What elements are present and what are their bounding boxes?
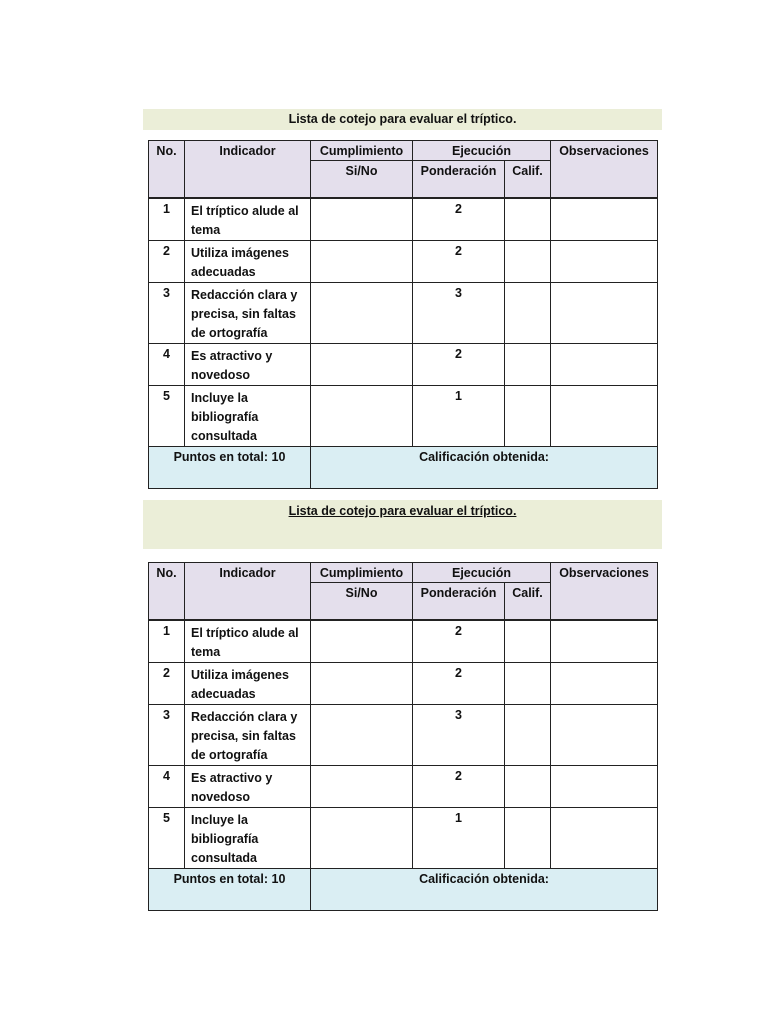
row-ponderacion: 2 [413,343,505,385]
table-row [149,662,658,704]
observaciones-cell[interactable] [551,620,658,663]
sino-cell[interactable] [311,282,413,343]
table-row [149,198,658,241]
calif-cell[interactable] [505,198,551,241]
observaciones-cell[interactable] [551,765,658,807]
header-calif: Calif. [505,583,551,620]
row-number: 4 [149,343,185,385]
row-number: 5 [149,807,185,868]
header-row [149,563,658,583]
header-ejecucion: Ejecución [413,563,551,583]
table-row [149,240,658,282]
observaciones-cell[interactable] [551,343,658,385]
calif-cell[interactable] [505,240,551,282]
row-indicador: Utiliza imágenes adecuadas [185,662,311,704]
row-indicador: Redacción clara y precisa, sin faltas de ortografía [185,282,311,343]
calif-cell[interactable] [505,662,551,704]
row-indicador: Incluye la bibliografía consultada [185,807,311,868]
row-ponderacion: 3 [413,282,505,343]
sino-cell[interactable] [311,704,413,765]
row-number: 3 [149,282,185,343]
sino-cell[interactable] [311,765,413,807]
row-ponderacion: 1 [413,385,505,446]
calif-cell[interactable] [505,807,551,868]
header-row [149,141,658,161]
grade-obtained[interactable]: Calificación obtenida: [311,868,658,910]
sino-cell[interactable] [311,662,413,704]
calif-cell[interactable] [505,385,551,446]
sino-cell[interactable] [311,620,413,663]
total-points: Puntos en total: 10 [149,868,311,910]
row-number: 5 [149,385,185,446]
sino-cell[interactable] [311,385,413,446]
header-cumplimiento: Cumplimiento [311,563,413,583]
sino-cell[interactable] [311,240,413,282]
header-ponderacion: Ponderación [413,161,505,198]
checklist-title [143,500,662,549]
header-indicador: Indicador [185,141,311,198]
row-ponderacion: 2 [413,198,505,241]
row-ponderacion: 2 [413,240,505,282]
row-number: 2 [149,662,185,704]
total-points: Puntos en total: 10 [149,446,311,488]
observaciones-cell[interactable] [551,240,658,282]
header-cumplimiento: Cumplimiento [311,141,413,161]
table-row [149,282,658,343]
sino-cell[interactable] [311,198,413,241]
calif-cell[interactable] [505,620,551,663]
header-indicador: Indicador [185,563,311,620]
header-no: No. [149,141,185,198]
header-ejecucion: Ejecución [413,141,551,161]
row-number: 4 [149,765,185,807]
observaciones-cell[interactable] [551,282,658,343]
row-indicador: El tríptico alude al tema [185,620,311,663]
checklist-table [148,562,658,911]
row-ponderacion: 1 [413,807,505,868]
table-row [149,343,658,385]
calif-cell[interactable] [505,704,551,765]
observaciones-cell[interactable] [551,198,658,241]
table-row [149,704,658,765]
checklist-title-text: Lista de cotejo para evaluar el tríptico. [288,504,517,518]
header-calif: Calif. [505,161,551,198]
header-sino: Si/No [311,161,413,198]
row-number: 3 [149,704,185,765]
grade-obtained[interactable]: Calificación obtenida: [311,446,658,488]
row-ponderacion: 2 [413,662,505,704]
row-indicador: Es atractivo y novedoso [185,343,311,385]
observaciones-cell[interactable] [551,662,658,704]
observaciones-cell[interactable] [551,704,658,765]
row-indicador: El tríptico alude al tema [185,198,311,241]
row-number: 2 [149,240,185,282]
sino-cell[interactable] [311,343,413,385]
calif-cell[interactable] [505,282,551,343]
row-indicador: Utiliza imágenes adecuadas [185,240,311,282]
table-row [149,385,658,446]
row-indicador: Redacción clara y precisa, sin faltas de ortografía [185,704,311,765]
calif-cell[interactable] [505,343,551,385]
sino-cell[interactable] [311,807,413,868]
calif-cell[interactable] [505,765,551,807]
header-no: No. [149,563,185,620]
header-sino: Si/No [311,583,413,620]
table-row [149,765,658,807]
row-indicador: Es atractivo y novedoso [185,765,311,807]
total-row [149,446,658,488]
row-ponderacion: 2 [413,620,505,663]
table-row [149,620,658,663]
total-row [149,868,658,910]
row-number: 1 [149,198,185,241]
row-ponderacion: 2 [413,765,505,807]
header-observaciones: Observaciones [551,563,658,620]
header-observaciones: Observaciones [551,141,658,198]
row-indicador: Incluye la bibliografía consultada [185,385,311,446]
row-number: 1 [149,620,185,663]
row-ponderacion: 3 [413,704,505,765]
table-row [149,807,658,868]
checklist-title: Lista de cotejo para evaluar el tríptico. [143,109,662,130]
header-ponderacion: Ponderación [413,583,505,620]
observaciones-cell[interactable] [551,807,658,868]
observaciones-cell[interactable] [551,385,658,446]
checklist-table [148,140,658,489]
